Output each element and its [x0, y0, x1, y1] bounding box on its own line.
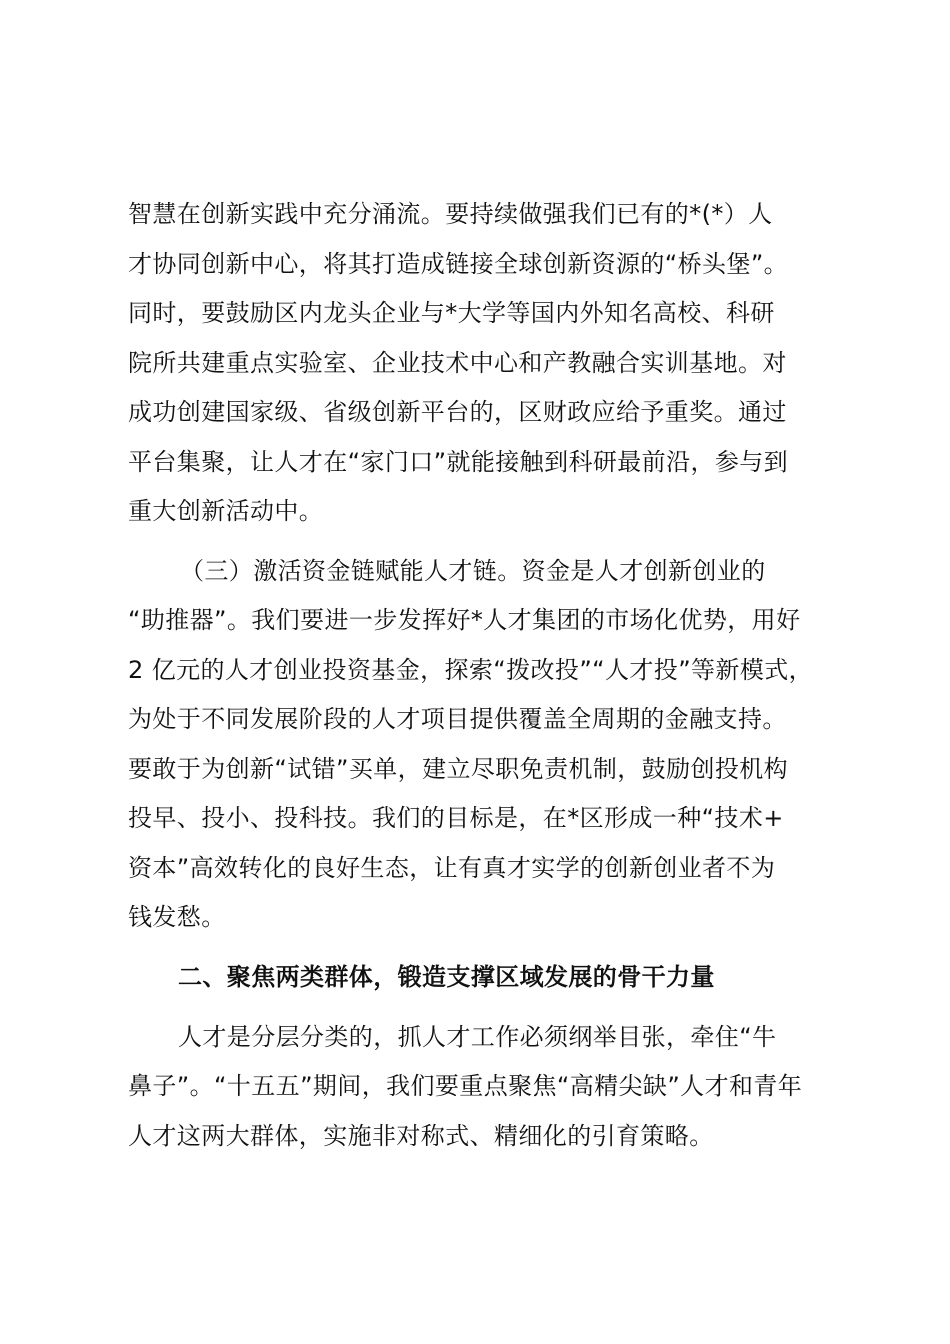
paragraph-2-line-1: （三）激活资金链赋能人才链。资金是人才创新创业的 — [180, 557, 766, 585]
paragraph-3-line-3: 人才这两大群体，实施非对称式、精细化的引育策略。 — [128, 1122, 714, 1150]
paragraph-2-line-4: 为处于不同发展阶段的人才项目提供覆盖全周期的金融支持。 — [128, 705, 787, 733]
paragraph-1-line-1: 智慧在创新实践中充分涌流。要持续做强我们已有的*(*）人 — [128, 200, 773, 228]
paragraph-1-line-7: 重大创新活动中。 — [128, 497, 324, 525]
paragraph-2-line-5: 要敢于为创新“试错”买单，建立尽职免责机制，鼓励创投机构 — [128, 755, 789, 783]
paragraph-1-line-5: 成功创建国家级、省级创新平台的，区财政应给予重奖。通过 — [128, 398, 787, 426]
paragraph-2-line-3: 2 亿元的人才创业投资基金，探索“拨改投”“人才投”等新模式， — [128, 656, 814, 684]
paragraph-3-line-1: 人才是分层分类的，抓人才工作必须纲举目张，牵住“牛 — [178, 1023, 777, 1051]
section-heading: 二、聚焦两类群体，锻造支撑区域发展的骨干力量 — [178, 963, 715, 991]
paragraph-1-line-4: 院所共建重点实验室、企业技术中心和产教融合实训基地。对 — [128, 349, 787, 377]
paragraph-2-line-8: 钱发愁。 — [128, 903, 226, 931]
paragraph-1-line-2: 才协同创新中心，将其打造成链接全球创新资源的“桥头堡”。 — [128, 250, 789, 278]
paragraph-1-line-6: 平台集聚，让人才在“家门口”就能接触到科研最前沿，参与到 — [128, 448, 789, 476]
paragraph-1-line-3: 同时，要鼓励区内龙头企业与*大学等国内外知名高校、科研 — [128, 299, 775, 327]
paragraph-2-line-7: 资本”高效转化的良好生态，让有真才实学的创新创业者不为 — [128, 854, 776, 882]
paragraph-2-line-6: 投早、投小、投科技。我们的目标是，在*区形成一种“技术+ — [128, 804, 784, 832]
paragraph-2-line-2: “助推器”。我们要进一步发挥好*人才集团的市场化优势，用好 — [128, 606, 801, 634]
paragraph-3-line-2: 鼻子”。“十五五”期间，我们要重点聚焦“高精尖缺”人才和青年 — [128, 1072, 803, 1100]
